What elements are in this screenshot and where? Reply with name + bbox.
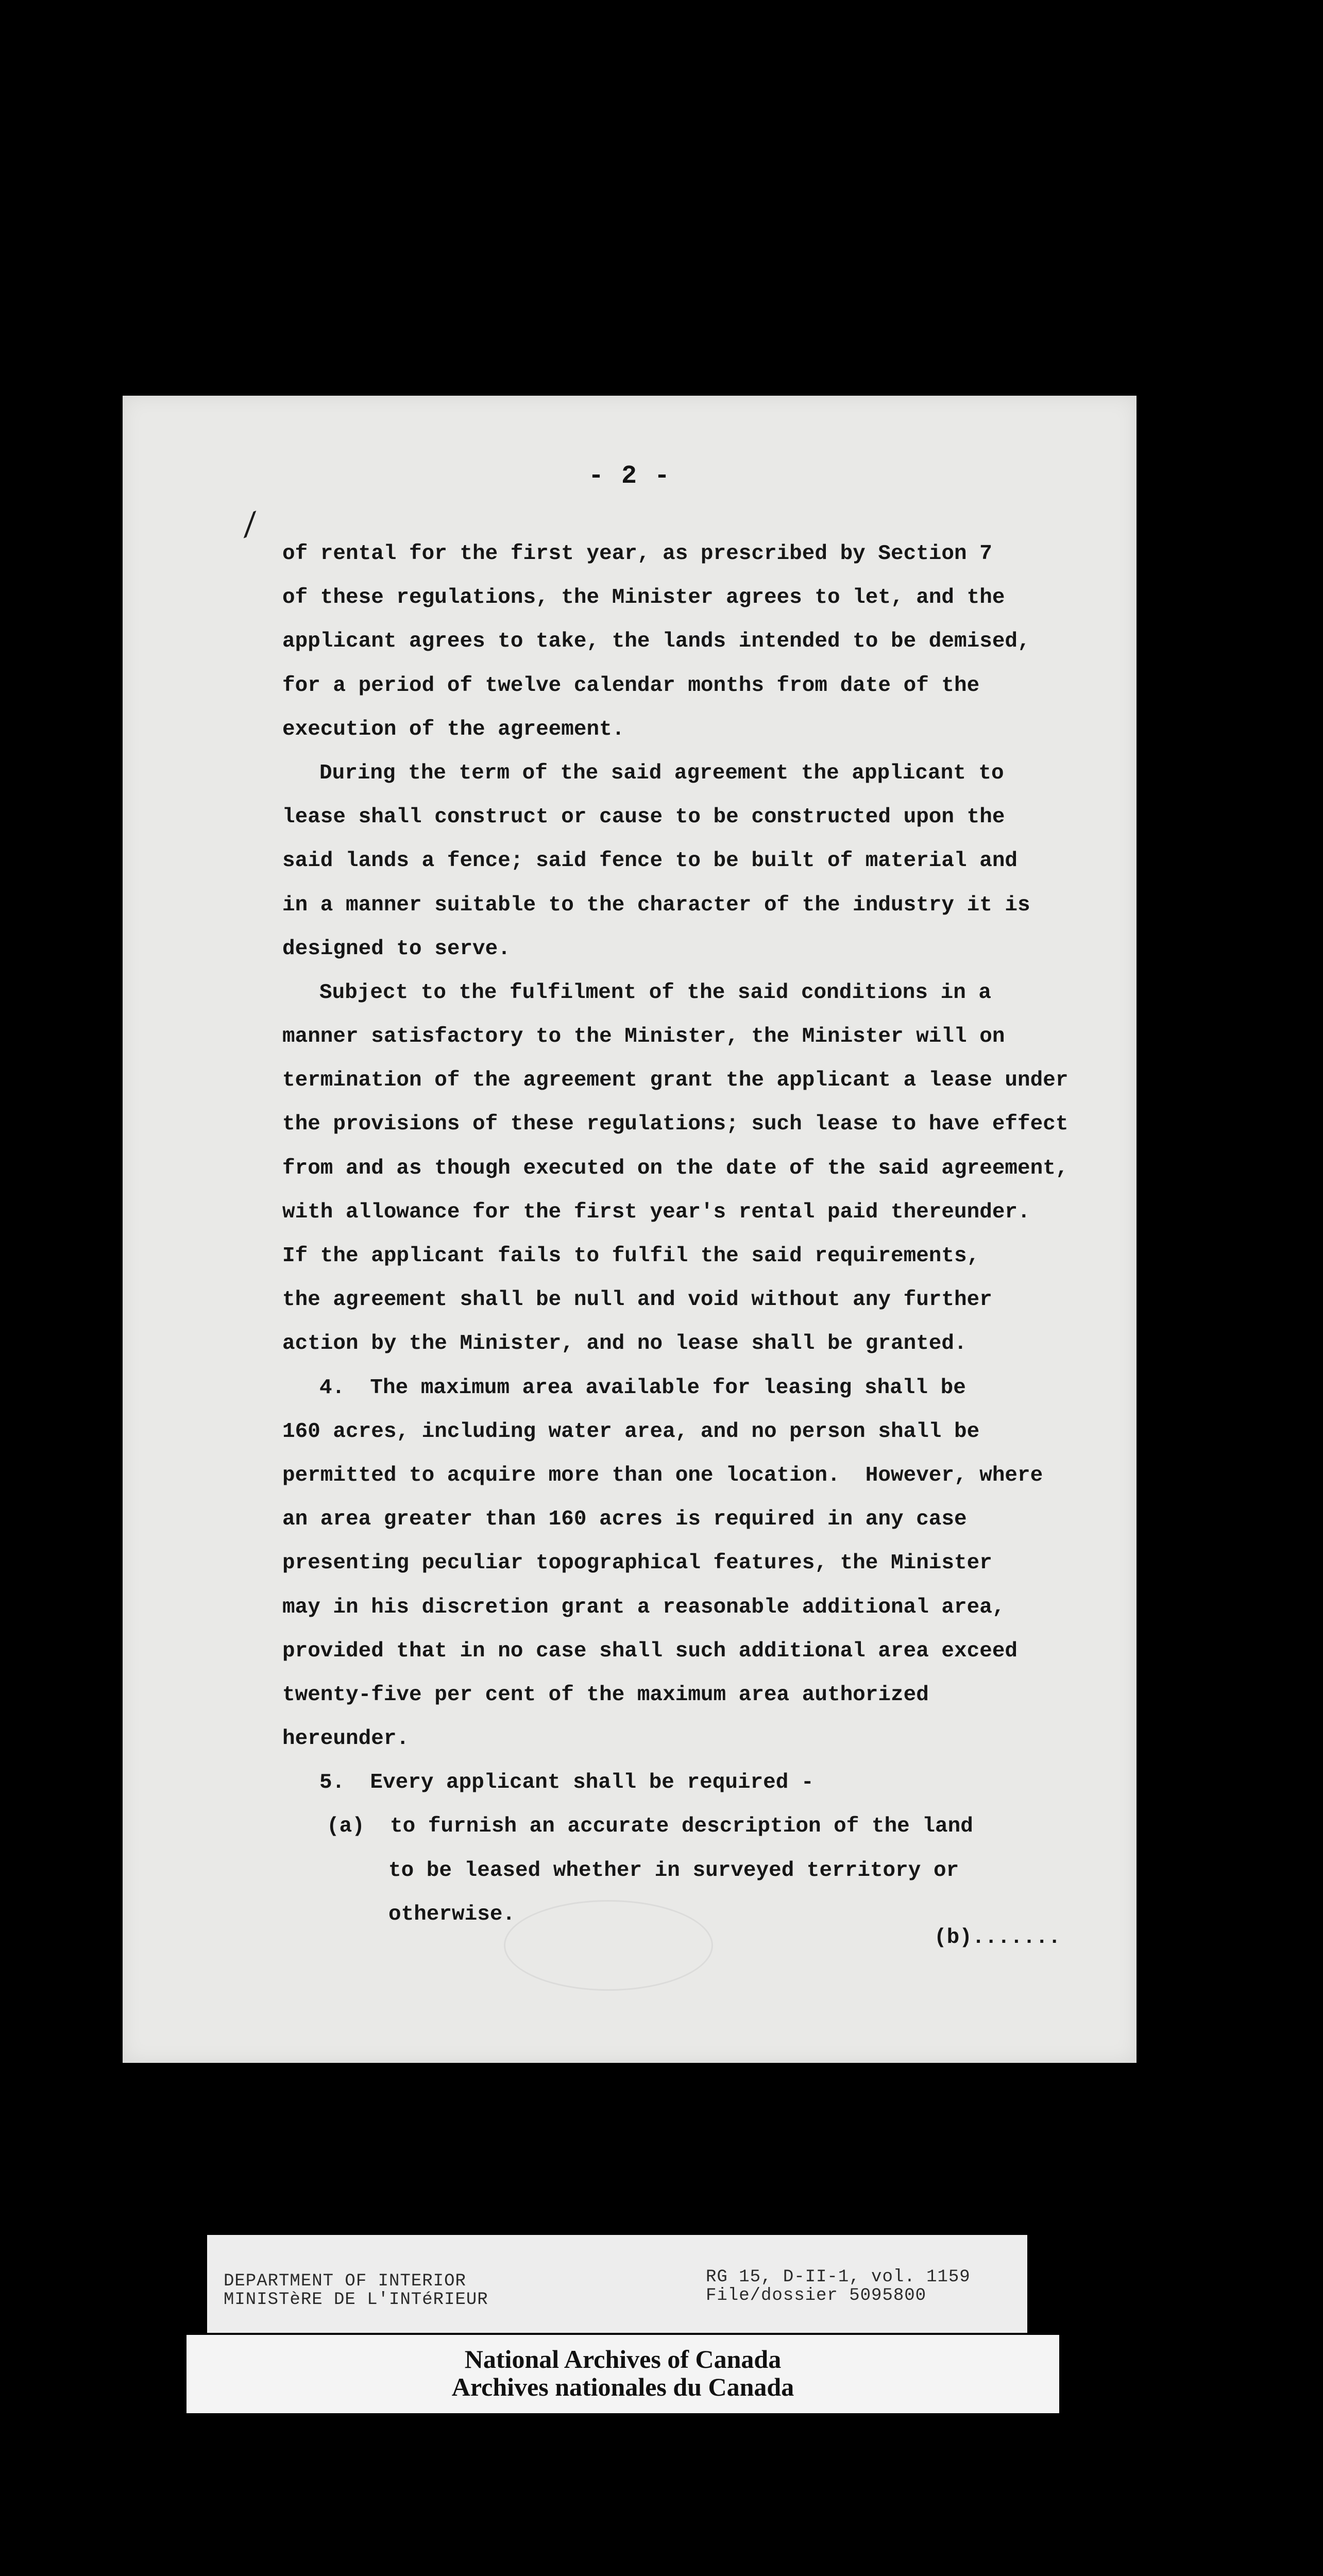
text-line: presenting peculiar topographical features, the Minister	[282, 1551, 992, 1575]
text-line: twenty-five per cent of the maximum area authorized	[282, 1683, 929, 1707]
text-line: may in his discretion grant a reasonable additional area,	[282, 1595, 1005, 1619]
text-line: for a period of twelve calendar months from date of the	[282, 673, 980, 698]
text-line: Subject to the fulfilment of the said conditions in a	[319, 980, 992, 1005]
text-line: from and as though executed on the date of the said agreement,	[282, 1156, 1068, 1180]
text-line: the provisions of these regulations; such lease to have effect	[282, 1112, 1068, 1137]
record-group-reference: RG 15, D-II-1, vol. 1159	[706, 2267, 971, 2287]
text-line: execution of the agreement.	[282, 717, 625, 741]
text-line: provided that in no case shall such additional area exceed	[282, 1639, 1018, 1663]
file-reference	[706, 2268, 971, 2305]
archives-name-en: National Archives of Canada	[464, 2345, 782, 2374]
text-line: said lands a fence; said fence to be built of material and	[282, 849, 1018, 873]
file-number: File/dossier 5095800	[706, 2286, 927, 2306]
text-line: manner satisfactory to the Minister, the Minister will on	[282, 1025, 1005, 1049]
text-line: hereunder.	[282, 1727, 410, 1751]
text-line: (a) to furnish an accurate description of the land	[327, 1815, 973, 1839]
department-name-en: DEPARTMENT OF INTERIOR	[224, 2272, 466, 2291]
text-line: applicant agrees to take, the lands intended to be demised,	[282, 630, 1030, 654]
text-line: in a manner suitable to the character of the industry it is	[282, 893, 1030, 917]
text-line: an area greater than 160 acres is required in any case	[282, 1507, 967, 1532]
text-line: 160 acres, including water area, and no person shall be	[282, 1419, 980, 1444]
department-label	[224, 2272, 488, 2309]
text-line: to be leased whether in surveyed territory or	[388, 1858, 959, 1883]
text-line: 5. Every applicant shall be required -	[319, 1771, 814, 1795]
text-line: If the applicant fails to fulfil the said requirements,	[282, 1244, 980, 1268]
text-line: with allowance for the first year's rental paid thereunder.	[282, 1200, 1030, 1224]
page-number: - 2 -	[588, 462, 671, 491]
text-line: lease shall construct or cause to be constructed upon the	[282, 805, 1005, 829]
continued-marker: (b).......	[934, 1926, 1061, 1950]
archive-reference-label	[207, 2235, 1027, 2333]
margin-checkmark: ⟋	[236, 509, 266, 546]
text-line: action by the Minister, and no lease shall be granted.	[282, 1332, 967, 1356]
text-line: the agreement shall be null and void without any further	[282, 1288, 992, 1312]
text-line: permitted to acquire more than one location. However, where	[282, 1463, 1043, 1487]
text-line: 4. The maximum area available for leasing shall be	[319, 1376, 966, 1400]
archives-name-fr: Archives nationales du Canada	[451, 2372, 794, 2401]
text-line: During the term of the said agreement the applicant to	[319, 761, 1004, 785]
national-archives-banner	[186, 2335, 1059, 2413]
document-page	[123, 396, 1137, 2063]
department-name-fr: MINISTèRE DE L'INTéRIEUR	[224, 2290, 488, 2310]
text-line: of rental for the first year, as prescribed by Section 7	[282, 542, 992, 566]
text-line: termination of the agreement grant the applicant a lease under	[282, 1069, 1068, 1093]
document-body	[282, 532, 1086, 1937]
text-line: of these regulations, the Minister agrees to let, and the	[282, 586, 1005, 610]
text-line: otherwise.	[388, 1902, 516, 1926]
text-line: designed to serve.	[282, 937, 511, 961]
